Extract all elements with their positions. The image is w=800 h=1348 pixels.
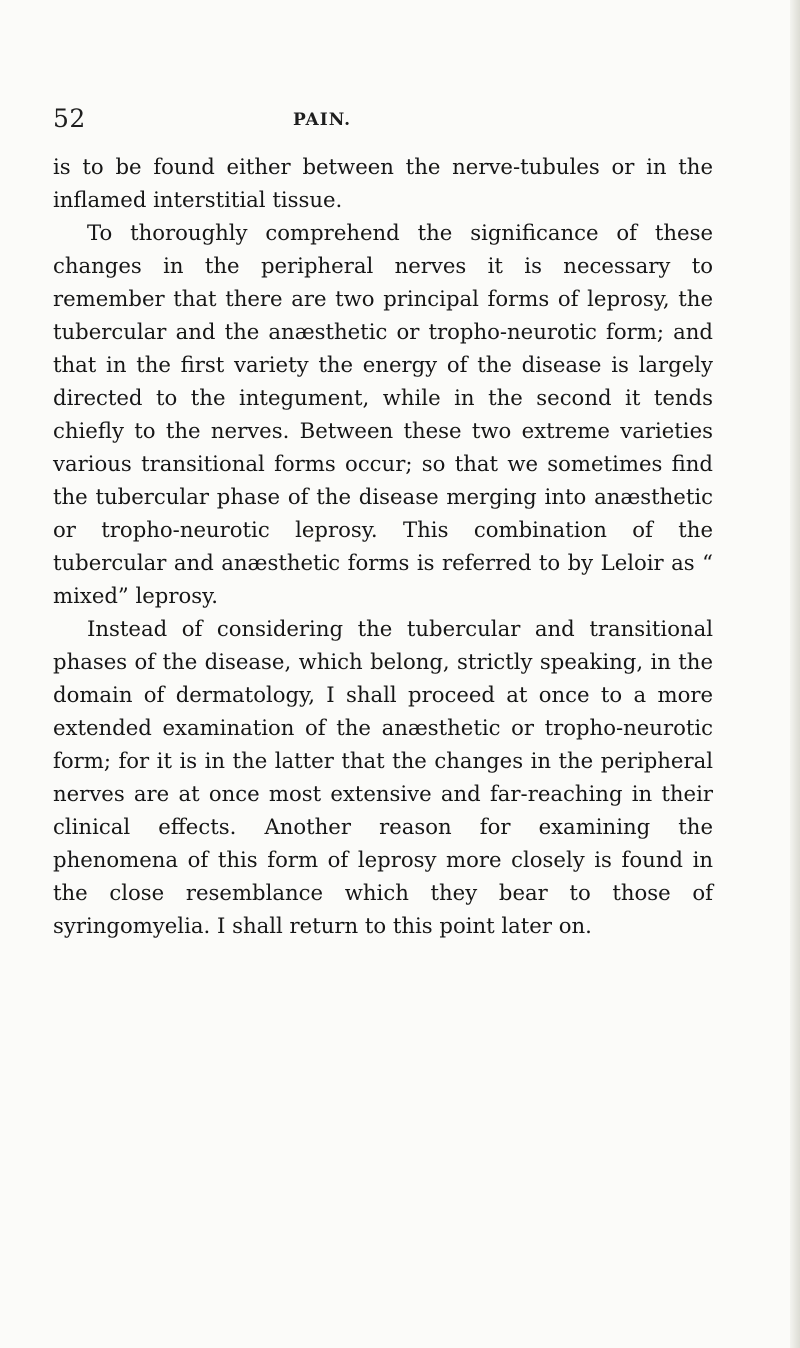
- page-edge-shadow: [790, 0, 800, 1348]
- paragraph-anaesthetic-examination: Instead of considering the tubercular and transitional phases of the disease, which belong, strictly speaking, in the domain of dermatology, I shall proceed at once to a more extended examination of the anæsthetic or tropho-neurotic form; for it is in the latter that the changes in the peripheral nerves are at once most extensive and far-reaching in their clinical effects. Another reason for examining the phenomena of this form of leprosy more closely is found in the close resemblance which they bear to those of syringomyelia. I shall return to this point later on.: [53, 616, 713, 938]
- paragraph-leprosy-forms: To thoroughly comprehend the significance of these changes in the peripheral nerves it is necessary to remember that there are two principal forms of leprosy, the tubercular and the anæsthetic or tropho-neurotic form; and that in the first variety the energy of the disease is largely directed to the integument, while in the second it tends chiefly to the nerves. Between these two extreme varieties various transitional forms occur; so that we sometimes find the tubercular phase of the disease merging into anæsthetic or tropho-neurotic leprosy. This combination of the tubercular and anæsthetic forms is referred to by Leloir as “ mixed” leprosy.: [53, 220, 713, 608]
- paragraph-continuation: is to be found either between the nerve-tubules or in the inflamed interstitial tissue.: [53, 154, 713, 212]
- body-text: [53, 150, 713, 942]
- page-header: [53, 104, 673, 138]
- running-head: PAIN.: [293, 110, 352, 130]
- page-number: 52: [53, 104, 86, 133]
